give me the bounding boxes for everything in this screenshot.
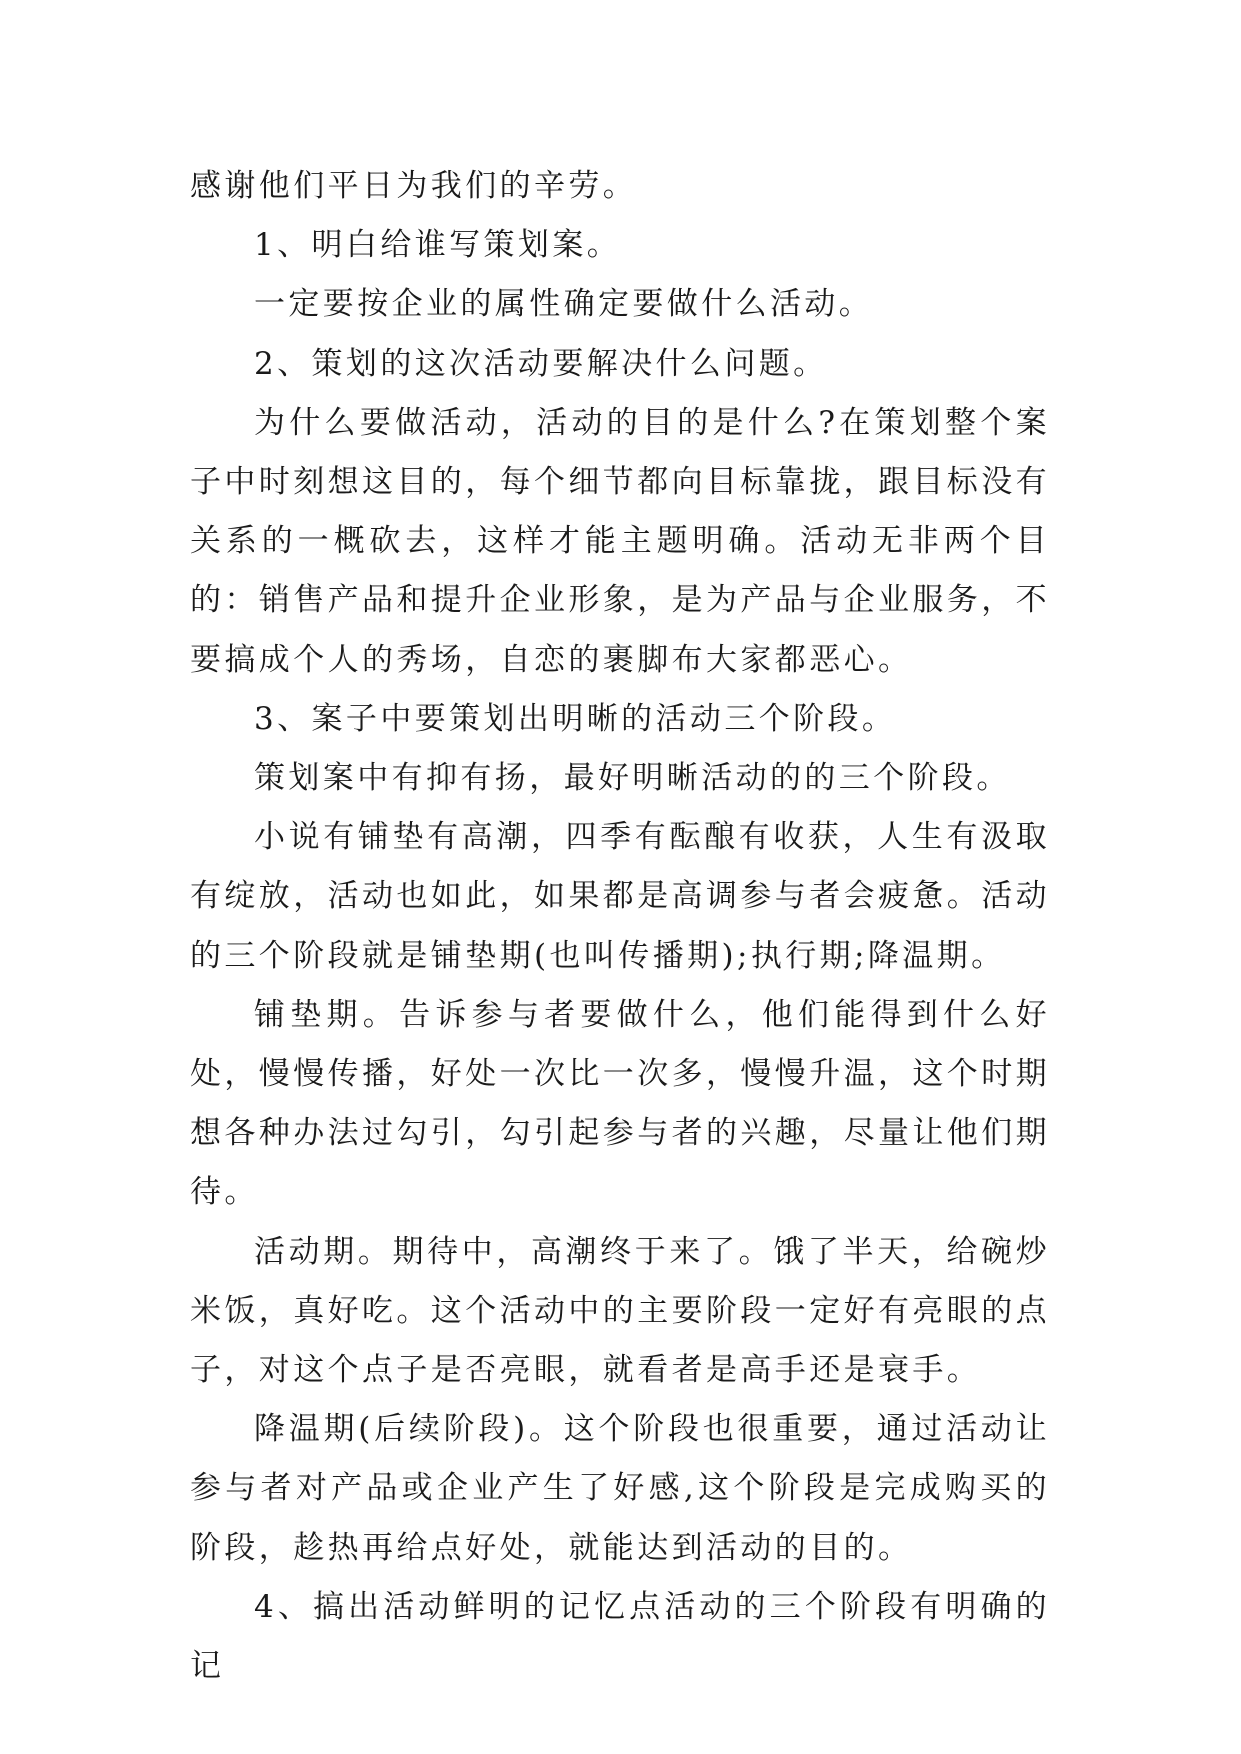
paragraph-heading-3: 3、案子中要策划出明晰的活动三个阶段。	[254, 700, 897, 737]
paragraph-heading-2: 2、策划的这次活动要解决什么问题。	[254, 345, 828, 382]
paragraph: 活动期。期待中，高潮终于来了。饿了半天，给碗炒米饭，真好吃。这个活动中的主要阶段一定好有亮眼的点子，对这个点子是否亮眼，就看者是高手还是衰手。	[190, 1233, 1050, 1389]
paragraph: 小说有铺垫有高潮，四季有酝酿有收获，人生有汲取有绽放，活动也如此，如果都是高调参与者会疲惫。活动的三个阶段就是铺垫期(也叫传播期);执行期;降温期。	[190, 819, 1050, 974]
paragraph: 一定要按企业的属性确定要做什么活动。	[254, 286, 874, 323]
paragraph: 策划案中有抑有扬，最好明晰活动的的三个阶段。	[254, 760, 1011, 797]
paragraph-continuation: 感谢他们平日为我们的辛劳。	[190, 168, 638, 204]
paragraph: 铺垫期。告诉参与者要做什么，他们能得到什么好处，慢慢传播，好处一次比一次多，慢慢升温，这个时期想各种办法过勾引，勾引起参与者的兴趣，尽量让他们期待。	[190, 996, 1050, 1211]
paragraph: 为什么要做活动，活动的目的是什么?在策划整个案子中时刻想这目的，每个细节都向目标靠拢，跟目标没有关系的一概砍去，这样才能主题明确。活动无非两个目的：销售产品和提升企业形象，是为产品与企业服务，不要搞成个人的秀场，自恋的裹脚布大家都恶心。	[190, 404, 1050, 678]
paragraph-heading-4: 4、搞出活动鲜明的记忆点活动的三个阶段有明确的记	[190, 1588, 1050, 1685]
paragraph-heading-1: 1、明白给谁写策划案。	[254, 227, 622, 264]
paragraph: 降温期(后续阶段)。这个阶段也很重要，通过活动让参与者对产品或企业产生了好感,这个阶段是完成购买的阶段，趁热再给点好处，就能达到活动的目的。	[190, 1411, 1050, 1566]
document-body	[190, 157, 1050, 1696]
